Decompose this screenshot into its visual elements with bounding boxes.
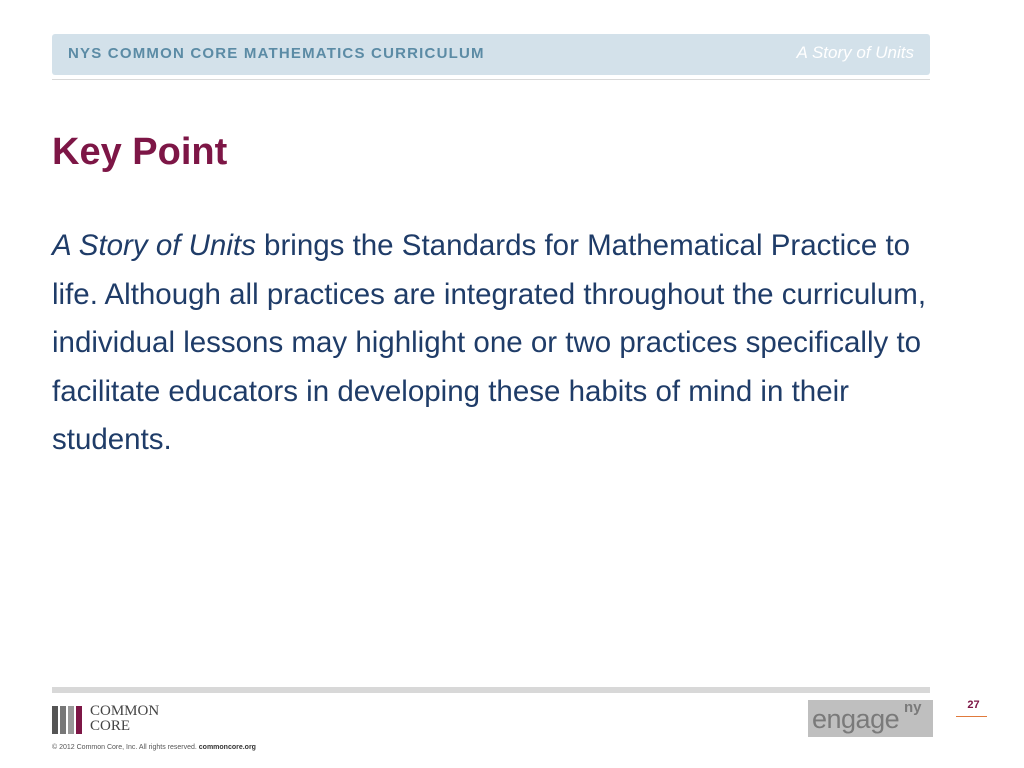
copyright-link[interactable]: commoncore.org <box>198 744 256 751</box>
curriculum-label: NYS COMMON CORE MATHEMATICS CURRICULUM <box>68 45 485 62</box>
body-italic-title: A Story of Units <box>52 229 256 262</box>
page-number: 27 <box>967 699 980 711</box>
common-core-wordmark <box>90 704 159 734</box>
page-title: Key Point <box>52 131 228 173</box>
common-core-logo <box>52 704 192 738</box>
page-number-underline <box>956 716 987 717</box>
header-divider <box>52 79 930 80</box>
body-text: brings the Standards for Mathematical Practice to life. Although all practices are integrated throughout the curriculum, individual lessons may highlight one or two practices specifically to facilitate educators in developing these habits of mind in their students. <box>52 229 927 456</box>
series-label: A Story of Units <box>796 43 914 62</box>
footer-divider <box>52 687 930 693</box>
engageny-logo <box>808 700 933 737</box>
engage-ny-superscript: ny <box>904 699 922 716</box>
logo-line-2: CORE <box>90 718 131 734</box>
logo-line-1: COMMON <box>90 703 160 719</box>
header-bar <box>52 34 930 75</box>
engage-wordmark: engage <box>812 704 900 734</box>
copyright-text: © 2012 Common Core, Inc. All rights reserved. <box>52 744 199 751</box>
body-paragraph <box>52 222 952 465</box>
copyright-notice <box>52 744 256 751</box>
